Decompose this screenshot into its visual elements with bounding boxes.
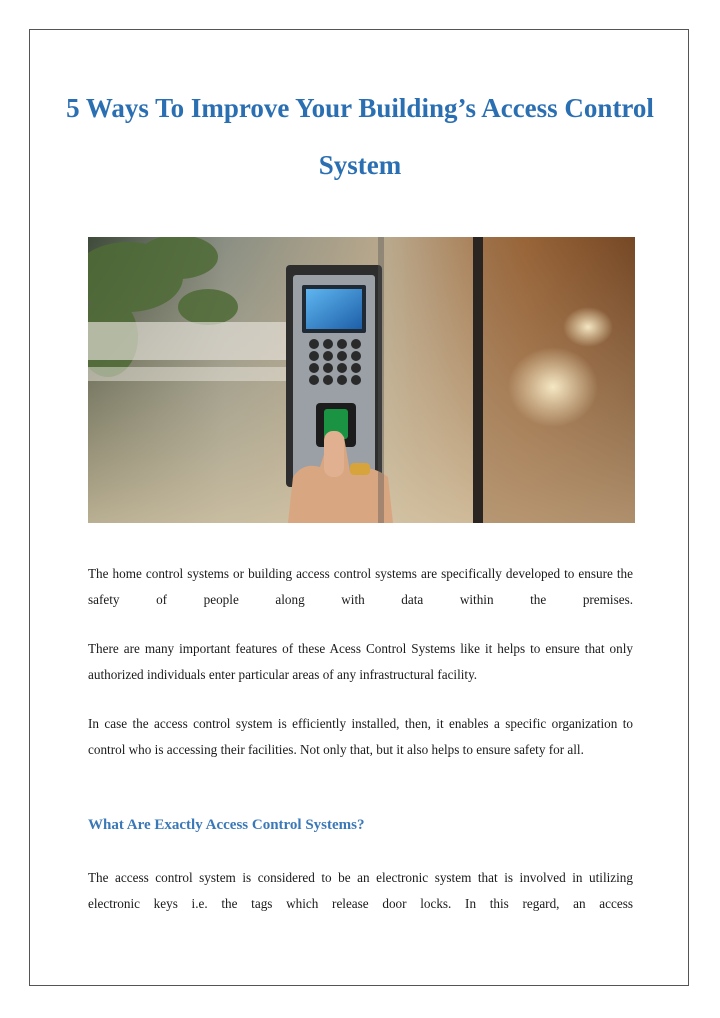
paragraph-2: There are many important features of these Acess Control Systems like it helps to ensure that only authorized individuals enter particular areas of any infrastructural facility. xyxy=(88,641,633,682)
document-title: 5 Ways To Improve Your Building’s Access Control System xyxy=(66,93,654,180)
section-subheading: What Are Exactly Access Control Systems? xyxy=(88,817,365,833)
paragraph-3: In case the access control system is efficiently installed, then, it enables a specific organization to control who is accessing their facilities. Not only that, but it also helps to ensure safety for all. xyxy=(88,716,633,757)
paragraph-1: The home control systems or building access control systems are specifically developed to ensure the safety of people along with data within the premises. xyxy=(88,566,633,607)
paragraph-4: The access control system is considered to be an electronic system that is involved in utilizing electronic keys i.e. the tags which release door locks. In this regard, an access xyxy=(88,870,633,911)
hero-image xyxy=(88,237,635,523)
access-control-photo xyxy=(88,237,635,523)
